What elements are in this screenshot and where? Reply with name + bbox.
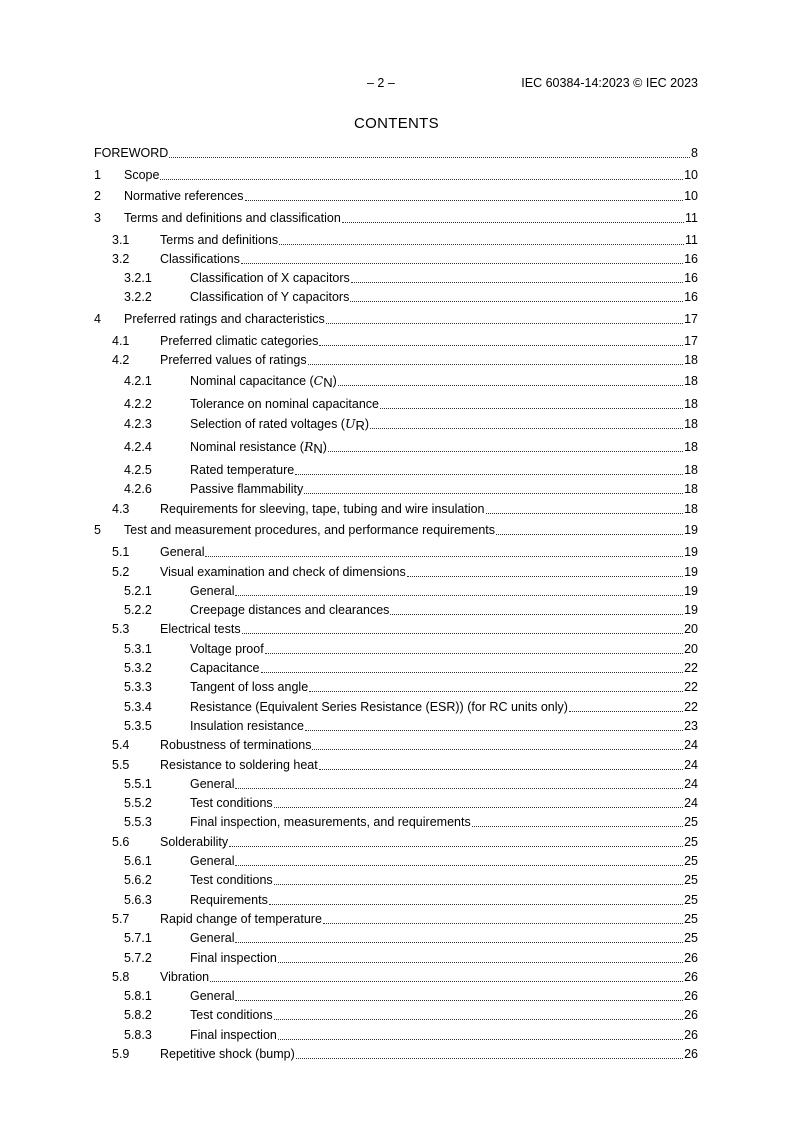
toc-entry-page: 18 <box>684 440 698 455</box>
toc-entry-label-text: Passive flammability <box>190 482 304 497</box>
dot-leader <box>305 730 683 731</box>
toc-entry[interactable] <box>94 970 698 985</box>
toc-entry[interactable] <box>94 502 698 517</box>
toc-entry-page: 18 <box>684 373 698 388</box>
toc-entry-label <box>160 912 322 927</box>
toc-entry-label <box>160 970 209 985</box>
toc-entry[interactable] <box>94 439 698 455</box>
toc-entry-number: 5.2 <box>112 564 130 579</box>
toc-entry-number: 5.2.2 <box>124 603 152 618</box>
toc-entry-label-suffix: ) <box>322 440 327 455</box>
dot-leader <box>486 513 684 514</box>
toc-entry[interactable] <box>94 463 698 478</box>
toc-entry[interactable] <box>94 168 698 183</box>
toc-entry-label <box>190 397 379 412</box>
dot-leader <box>342 222 684 223</box>
toc-entry-page: 19 <box>684 545 698 560</box>
toc-entry[interactable] <box>94 700 698 715</box>
toc-entry[interactable] <box>94 334 698 349</box>
toc-entry[interactable] <box>94 931 698 946</box>
toc-entry-number: 5 <box>94 523 101 538</box>
toc-entry-label-text: General <box>190 583 235 598</box>
toc-entry-page: 25 <box>684 854 698 868</box>
toc-entry[interactable] <box>94 835 698 850</box>
toc-entry-label-text: Test and measurement procedures, and performance requirements <box>124 523 496 538</box>
toc-entry[interactable] <box>94 603 698 618</box>
dot-leader <box>319 769 683 770</box>
toc-entry[interactable] <box>94 854 698 869</box>
toc-entry-page: 20 <box>684 622 698 637</box>
toc-entry-label-suffix: ) <box>332 373 337 388</box>
dot-leader <box>169 157 690 158</box>
toc-entry-label-text: Terms and definitions and classification <box>124 210 341 225</box>
toc-entry-page: 22 <box>684 699 698 714</box>
toc-entry-page: 11 <box>685 210 698 225</box>
toc-entry-number: 4.2.4 <box>124 440 152 455</box>
page-header <box>0 76 793 92</box>
dot-leader <box>295 474 683 475</box>
toc-entry-label <box>124 211 341 226</box>
toc-entry-number: 1 <box>94 167 101 182</box>
toc-entry-number: 5.6.3 <box>124 892 152 907</box>
dot-leader <box>229 846 683 847</box>
toc-entry-page: 11 <box>685 232 698 247</box>
toc-entry-symbol: U <box>344 415 356 431</box>
toc-entry[interactable] <box>94 523 698 538</box>
toc-entry-number: 5.5.3 <box>124 815 152 830</box>
toc-entry-number: 3.2.2 <box>124 290 152 305</box>
toc-entry-page: 22 <box>684 661 698 675</box>
toc-entry-label <box>190 989 234 1004</box>
toc-entry-label <box>190 719 304 734</box>
toc-entry-number: 5.3.5 <box>124 718 152 733</box>
toc-entry-label <box>160 233 278 248</box>
dot-leader <box>472 826 683 827</box>
toc-entry-label-text: Robustness of terminations <box>160 738 312 753</box>
toc-entry-label-text: Preferred values of ratings <box>160 353 307 368</box>
dot-leader <box>235 1000 683 1001</box>
toc-entry-label <box>160 502 485 517</box>
dot-leader <box>242 633 684 634</box>
dot-leader <box>328 451 683 452</box>
toc-entry-label-text: Normative references <box>124 189 244 203</box>
toc-entry-label-text: Creepage distances and clearances <box>190 603 390 618</box>
toc-entry-number: 3.2.1 <box>124 271 152 286</box>
toc-entry[interactable] <box>94 893 698 908</box>
toc-entry-label <box>160 353 307 368</box>
toc-entry-page: 24 <box>684 796 698 811</box>
toc-entry-page: 24 <box>684 738 698 753</box>
toc-entry-page: 19 <box>684 603 698 618</box>
toc-entry-page: 8 <box>691 146 698 160</box>
toc-entry-label <box>190 373 337 389</box>
toc-entry-label <box>160 622 241 637</box>
toc-entry-number: 5.7.2 <box>124 950 152 965</box>
toc-entry-label-text: Vibration <box>160 969 210 984</box>
toc-entry-page: 10 <box>684 189 698 203</box>
dot-leader <box>261 672 684 673</box>
dot-leader <box>160 179 683 180</box>
toc-entry-page: 19 <box>684 564 698 579</box>
toc-entry-page: 24 <box>684 757 698 772</box>
toc-entry-number: 5.3 <box>112 622 130 637</box>
dot-leader <box>309 691 683 692</box>
toc-entry-page: 17 <box>684 311 698 326</box>
toc-entry-label <box>190 1028 277 1043</box>
toc-entry-label-text: Final inspection <box>190 1027 277 1042</box>
toc-entry[interactable] <box>94 397 698 412</box>
dot-leader <box>496 534 683 535</box>
toc-entry[interactable] <box>94 815 698 830</box>
toc-entry-label-text: Selection of rated voltages ( <box>190 416 345 431</box>
toc-entry[interactable] <box>94 758 698 773</box>
toc-entry-page: 10 <box>684 167 698 182</box>
toc-entry-page: 18 <box>684 482 698 497</box>
toc-entry-label-text: Final inspection <box>190 950 277 965</box>
dot-leader <box>235 595 683 596</box>
dot-leader <box>235 865 683 866</box>
dot-leader <box>278 1039 683 1040</box>
dot-leader <box>380 408 683 409</box>
toc-entry[interactable] <box>94 373 698 389</box>
toc-entry[interactable] <box>94 189 698 204</box>
toc-entry-label <box>190 482 303 497</box>
toc-entry-page: 16 <box>684 271 698 286</box>
toc-entry-number: 5.8.2 <box>124 1008 152 1023</box>
toc-entry-label-text: Classification of Y capacitors <box>190 290 350 305</box>
dot-leader <box>269 904 683 905</box>
toc-entry-number: 5.7.1 <box>124 931 152 946</box>
toc-entry[interactable] <box>94 211 698 226</box>
toc-entry-page: 19 <box>684 583 698 598</box>
toc-entry-number: 5.4 <box>112 738 130 753</box>
toc-entry-label-text: Test conditions <box>190 796 273 811</box>
toc-entry-page: 16 <box>684 251 698 266</box>
toc-entry-page: 26 <box>684 1027 698 1042</box>
toc-entry-number: 5.7 <box>112 911 130 926</box>
toc-entry-number: 5.3.2 <box>124 661 152 675</box>
toc-entry-label <box>190 873 273 888</box>
toc-entry-page: 25 <box>684 892 698 907</box>
toc-entry[interactable] <box>94 233 698 248</box>
document-id: IEC 60384-14:2023 © IEC 2023 <box>521 76 698 90</box>
toc-entry[interactable] <box>94 873 698 888</box>
dot-leader <box>390 614 683 615</box>
toc-entry-page: 25 <box>684 931 698 946</box>
toc-entry-label-text: Test conditions <box>190 873 273 888</box>
toc-entry-label <box>190 777 234 792</box>
page-title: CONTENTS <box>354 115 439 132</box>
toc-entry-page: 26 <box>684 950 698 965</box>
toc-entry-label <box>160 545 204 560</box>
dot-leader <box>312 749 683 750</box>
toc-entry-number: 4.2 <box>112 353 130 368</box>
dot-leader <box>304 493 683 494</box>
toc-entry-label-text: FOREWORD <box>94 146 169 160</box>
toc-entry[interactable] <box>94 661 698 676</box>
toc-entry[interactable] <box>94 565 698 580</box>
toc-entry-number: 4.2.1 <box>124 373 152 388</box>
toc-entry-label-text: Visual examination and check of dimensions <box>160 564 406 579</box>
toc-entry-label-text: General <box>190 989 235 1004</box>
toc-entry[interactable] <box>94 989 698 1004</box>
toc-entry[interactable] <box>94 545 698 560</box>
dot-leader <box>205 556 683 557</box>
toc-entry-subscript: N <box>313 441 323 457</box>
toc-entry-label <box>190 416 369 432</box>
toc-entry-label <box>190 271 350 286</box>
toc-entry-label <box>190 463 294 478</box>
toc-entry-number: 3.2 <box>112 251 130 266</box>
toc-entry-label <box>190 893 268 908</box>
toc-entry-number: 5.6 <box>112 834 130 849</box>
toc-entry-label <box>94 146 168 161</box>
toc-entry-label-text: Solderability <box>160 834 229 849</box>
dot-leader <box>241 263 683 264</box>
dot-leader <box>235 942 683 943</box>
toc-entry-label <box>160 334 318 349</box>
toc-entry-number: 5.9 <box>112 1047 130 1061</box>
toc-entry-label <box>160 738 311 753</box>
dot-leader <box>235 788 683 789</box>
toc-entry[interactable] <box>94 738 698 753</box>
toc-entry-label-text: General <box>160 545 205 560</box>
toc-entry[interactable] <box>94 912 698 927</box>
toc-entry-page: 18 <box>684 501 698 516</box>
toc-entry-label-text: Tolerance on nominal capacitance <box>190 396 380 411</box>
dot-leader <box>338 385 683 386</box>
toc-entry-symbol: R <box>303 439 314 455</box>
toc-entry-label-text: Scope <box>124 167 160 182</box>
toc-entry-label <box>190 680 308 695</box>
toc-entry-page: 22 <box>684 680 698 695</box>
toc-entry-number: 4.2.6 <box>124 482 152 497</box>
toc-entry[interactable] <box>94 290 698 305</box>
toc-entry-number: 5.8.3 <box>124 1027 152 1042</box>
toc-entry-label <box>190 290 349 305</box>
toc-entry-label <box>190 584 234 599</box>
toc-entry-number: 4 <box>94 311 101 326</box>
toc-entry-label-suffix: ) <box>364 416 370 431</box>
toc-entry-number: 4.2.2 <box>124 396 152 411</box>
dot-leader <box>351 282 683 283</box>
toc-entry[interactable] <box>94 951 698 966</box>
toc-entry-label <box>190 642 264 657</box>
toc-entry-label-text: Preferred climatic categories <box>160 333 319 348</box>
toc-entry[interactable] <box>94 680 698 695</box>
toc-entry-label <box>124 168 159 183</box>
toc-entry-page: 18 <box>684 353 698 368</box>
toc-entry-number: 5.8.1 <box>124 989 152 1004</box>
dot-leader <box>245 200 684 201</box>
toc-entry-page: 25 <box>684 834 698 849</box>
toc-entry-page: 26 <box>684 989 698 1004</box>
toc-entry-number: 5.6.2 <box>124 873 152 888</box>
dot-leader <box>326 323 683 324</box>
toc-entry-subscript: R <box>355 417 365 433</box>
toc-entry[interactable] <box>94 1028 698 1043</box>
toc-entry-label <box>190 815 471 830</box>
toc-entry-label <box>190 854 234 869</box>
toc-entry[interactable] <box>94 1047 698 1062</box>
toc-entry-label <box>190 1008 273 1023</box>
toc-entry-page: 25 <box>684 873 698 888</box>
dot-leader <box>274 884 683 885</box>
toc-entry-label-text: General <box>190 931 235 946</box>
toc-entry[interactable] <box>94 146 698 161</box>
toc-entry-label-text: Classifications <box>160 251 240 266</box>
page-number: – 2 – <box>367 76 395 90</box>
toc-entry-label-text: General <box>190 854 235 868</box>
toc-entry-label <box>190 661 260 676</box>
dot-leader <box>279 244 684 245</box>
toc-entry-label-text: Nominal capacitance ( <box>190 373 314 388</box>
toc-entry-label-text: Terms and definitions <box>160 232 279 247</box>
toc-entry-number: 5.5.1 <box>124 776 152 791</box>
toc-entry[interactable] <box>94 271 698 286</box>
toc-entry-page: 17 <box>684 333 698 348</box>
toc-entry-number: 4.3 <box>112 501 130 516</box>
toc-entry-page: 18 <box>684 416 698 431</box>
toc-entry-number: 5.3.4 <box>124 699 152 714</box>
toc-entry-label <box>190 700 568 715</box>
toc-entry[interactable] <box>94 353 698 368</box>
dot-leader <box>274 1019 683 1020</box>
toc-entry-label <box>190 439 327 455</box>
toc-entry-subscript: N <box>323 374 333 390</box>
toc-entry-symbol: C <box>313 372 324 388</box>
toc-entry-number: 5.5 <box>112 757 130 772</box>
toc-entry-label-text: Resistance (Equivalent Series Resistance (ESR)) (for RC units only) <box>190 699 568 714</box>
toc-entry-label <box>190 951 277 966</box>
toc-entry-label-text: Voltage proof <box>190 641 264 656</box>
dot-leader <box>210 981 683 982</box>
toc-entry-page: 18 <box>684 463 698 478</box>
toc-entry[interactable] <box>94 584 698 599</box>
toc-entry-label-text: Electrical tests <box>160 622 241 637</box>
toc-entry-label <box>160 835 228 850</box>
toc-entry-page: 18 <box>684 396 698 411</box>
toc-entry-label <box>160 758 318 773</box>
toc-entry-number: 4.1 <box>112 333 130 348</box>
dot-leader <box>350 301 683 302</box>
toc-entry[interactable] <box>94 312 698 327</box>
toc-entry-label <box>160 1047 295 1062</box>
dot-leader <box>296 1058 683 1059</box>
toc-entry-label <box>160 252 240 267</box>
toc-entry[interactable] <box>94 252 698 267</box>
toc-entry-label-text: Capacitance <box>190 661 260 675</box>
toc-entry-number: 5.8 <box>112 969 130 984</box>
toc-entry[interactable] <box>94 482 698 497</box>
toc-entry[interactable] <box>94 1008 698 1023</box>
toc-entry-label <box>124 523 495 538</box>
toc-entry-number: 3 <box>94 210 101 225</box>
toc-entry-page: 26 <box>684 969 698 984</box>
toc-entry-label <box>190 603 389 618</box>
toc-entry-page: 26 <box>684 1047 698 1061</box>
toc-entry-page: 25 <box>684 815 698 830</box>
toc-entry-number: 5.2.1 <box>124 583 152 598</box>
toc-entry-number: 4.2.3 <box>124 416 152 431</box>
toc-entry-label-text: Final inspection, measurements, and requirements <box>190 815 471 830</box>
toc-entry-number: 4.2.5 <box>124 463 152 478</box>
dot-leader <box>265 653 683 654</box>
toc-entry-label-text: Preferred ratings and characteristics <box>124 311 325 326</box>
toc-entry-page: 25 <box>684 911 698 926</box>
toc-entry-number: 5.3.1 <box>124 641 152 656</box>
toc-entry-number: 5.3.3 <box>124 680 152 695</box>
dot-leader <box>569 711 683 712</box>
dot-leader <box>407 576 683 577</box>
toc-entry-label-text: Rapid change of temperature <box>160 911 322 926</box>
toc-entry-number: 5.6.1 <box>124 854 152 868</box>
dot-leader <box>370 428 683 429</box>
toc-entry-label-text: Requirements <box>190 892 268 907</box>
toc-entry-page: 16 <box>684 290 698 305</box>
toc-entry-page: 23 <box>684 718 698 733</box>
toc-entry-label <box>124 189 244 204</box>
dot-leader <box>323 923 683 924</box>
toc-entry-label-text: Tangent of loss angle <box>190 680 309 695</box>
toc-entry[interactable] <box>94 642 698 657</box>
toc-entry-page: 19 <box>684 523 698 538</box>
toc-entry[interactable] <box>94 796 698 811</box>
dot-leader <box>278 962 683 963</box>
toc-entry-number: 2 <box>94 189 101 203</box>
toc-entry-number: 5.1 <box>112 545 130 560</box>
toc-entry-number: 3.1 <box>112 232 130 247</box>
toc-entry-label-text: Classification of X capacitors <box>190 271 350 286</box>
toc-entry-label-text: Insulation resistance <box>190 718 304 733</box>
toc-entry-label <box>160 565 406 580</box>
dot-leader <box>308 364 683 365</box>
toc-entry-label-text: Rated temperature <box>190 463 295 478</box>
toc-entry-number: 5.5.2 <box>124 796 152 811</box>
toc-entry[interactable] <box>94 622 698 637</box>
toc-entry-page: 24 <box>684 776 698 791</box>
toc-entry[interactable] <box>94 719 698 734</box>
toc-entry[interactable] <box>94 416 698 432</box>
toc-entry-label <box>190 931 234 946</box>
toc-entry-page: 20 <box>684 641 698 656</box>
toc-entry-label <box>190 796 273 811</box>
dot-leader <box>274 807 683 808</box>
toc-entry-label-text: Repetitive shock (bump) <box>160 1047 295 1061</box>
toc-entry-label <box>124 312 325 327</box>
toc-entry-page: 26 <box>684 1008 698 1023</box>
toc-entry-label-text: Test conditions <box>190 1008 273 1023</box>
toc-entry-label-text: Requirements for sleeving, tape, tubing and wire insulation <box>160 501 485 516</box>
toc-entry-label-text: Resistance to soldering heat <box>160 757 318 772</box>
dot-leader <box>319 345 683 346</box>
toc-entry-label-text: General <box>190 776 235 791</box>
toc-entry[interactable] <box>94 777 698 792</box>
toc-entry-label-text: Nominal resistance ( <box>190 440 304 455</box>
